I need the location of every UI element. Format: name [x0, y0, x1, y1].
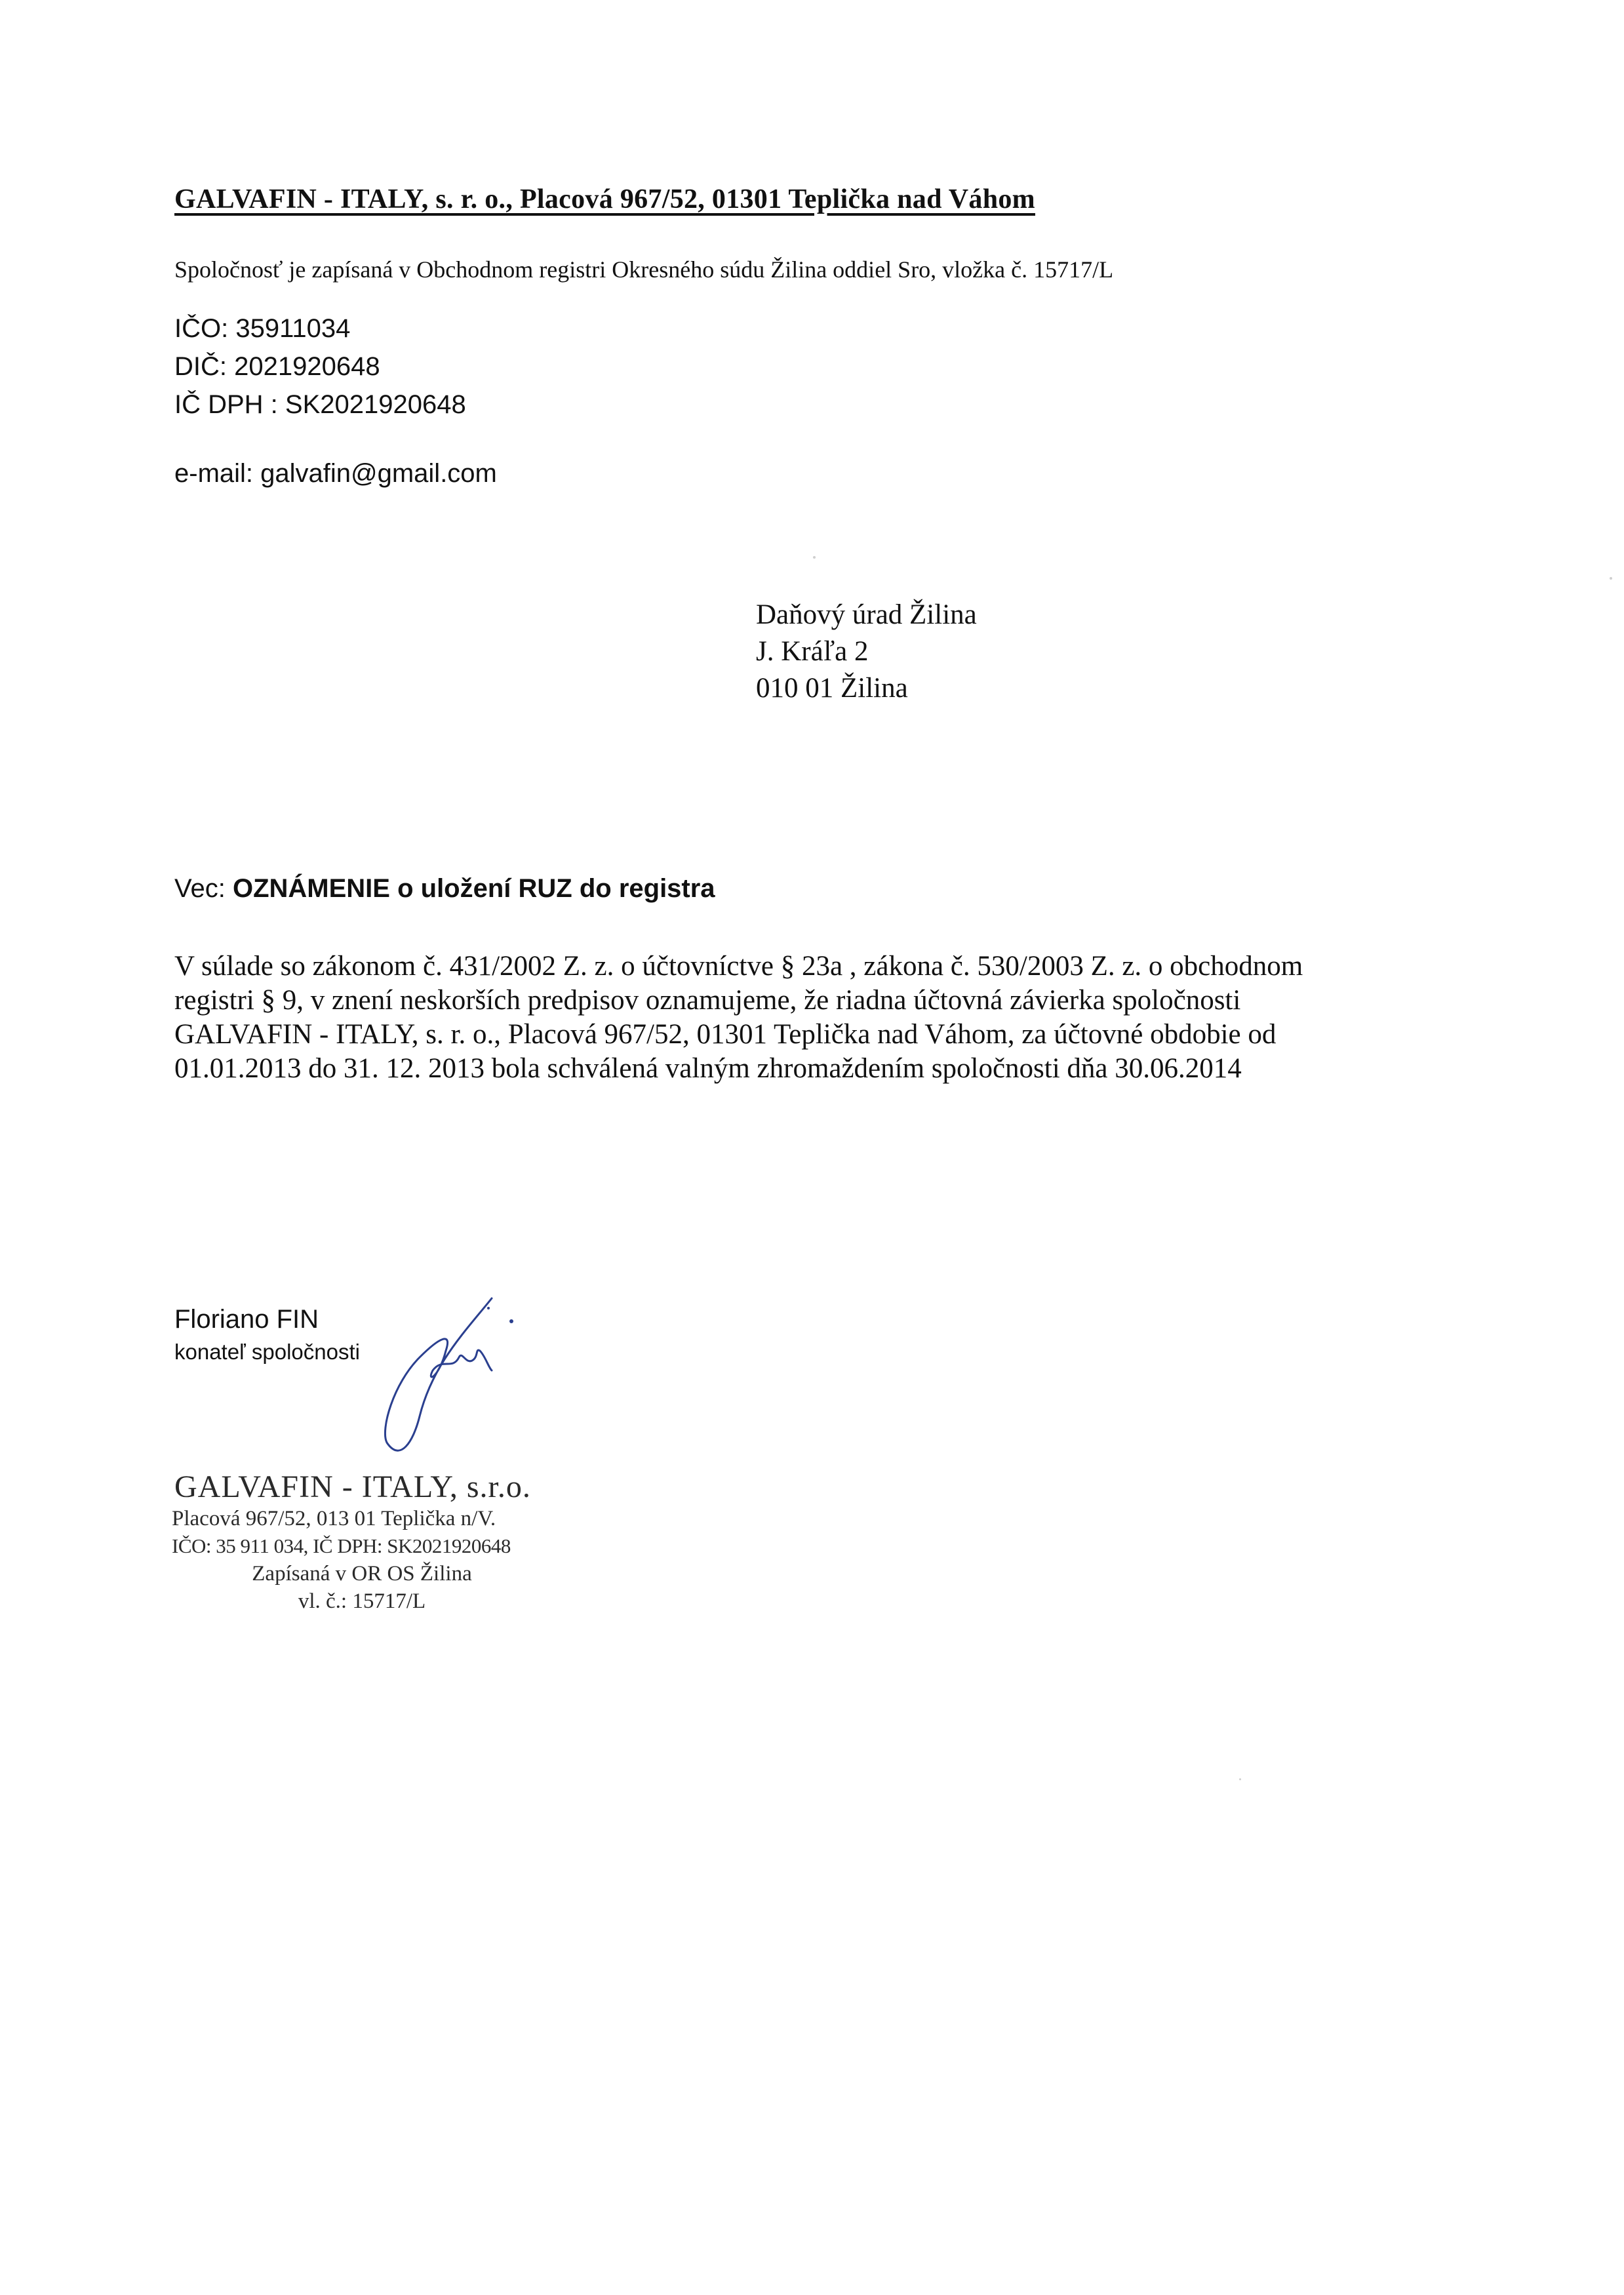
- stamp-address: Placová 967/52, 013 01 Teplička n/V.: [172, 1507, 496, 1530]
- recipient-street: J. Kráľa 2: [756, 636, 869, 667]
- recipient-name: Daňový úrad Žilina: [756, 599, 977, 630]
- scan-speck: [1239, 1778, 1241, 1780]
- ic-dph-number: IČ DPH : SK2021920648: [174, 390, 466, 419]
- recipient-address: [756, 597, 977, 707]
- ico-number: IČO: 35911034: [174, 314, 351, 343]
- body-line: V súlade so zákonom č. 431/2002 Z. z. o účtovníctve § 23a , zákona č. 530/2003 Z. z. o obchodnom: [174, 951, 1303, 982]
- subject-label: Vec:: [174, 874, 226, 903]
- company-header: GALVAFIN - ITALY, s. r. o., Placová 967/52, 01301 Teplička nad Váhom: [174, 184, 1035, 214]
- stamp-insert: vl. č.: 15717/L: [298, 1589, 426, 1613]
- scan-speck: [1610, 577, 1612, 580]
- company-ids: [174, 309, 466, 424]
- signer-name: Floriano FIN: [174, 1305, 319, 1334]
- company-stamp: [172, 1469, 552, 1615]
- stamp-title: GALVAFIN - ITALY, s.r.o.: [174, 1469, 531, 1504]
- signer-block: [174, 1302, 360, 1367]
- handwritten-signature: [354, 1285, 525, 1482]
- signer-role: konateľ spoločnosti: [174, 1340, 360, 1364]
- letter-body: [174, 949, 1407, 1086]
- body-line: registri § 9, v znení neskorších predpisov oznamujeme, že riadna účtovná závierka spoločnosti: [174, 985, 1241, 1016]
- body-line: 01.01.2013 do 31. 12. 2013 bola schválená valným zhromaždením spoločnosti dňa 30.06.2014: [174, 1053, 1242, 1084]
- scan-speck: [813, 556, 816, 559]
- recipient-city: 010 01 Žilina: [756, 673, 908, 704]
- registration-info: Spoločnosť je zapísaná v Obchodnom registri Okresného súdu Žilina oddiel Sro, vložka č. 15717/L: [174, 256, 1114, 283]
- stamp-registered: Zapísaná v OR OS Žilina: [252, 1562, 472, 1586]
- subject-line: [174, 874, 715, 904]
- dic-number: DIČ: 2021920648: [174, 352, 380, 381]
- stamp-ids: IČO: 35 911 034, IČ DPH: SK2021920648: [172, 1534, 511, 1557]
- body-line: GALVAFIN - ITALY, s. r. o., Placová 967/52, 01301 Teplička nad Váhom, za účtovné obdobie od: [174, 1019, 1277, 1050]
- subject-title: OZNÁMENIE o uložení RUZ do registra: [232, 874, 715, 903]
- company-email: e-mail: galvafin@gmail.com: [174, 459, 497, 488]
